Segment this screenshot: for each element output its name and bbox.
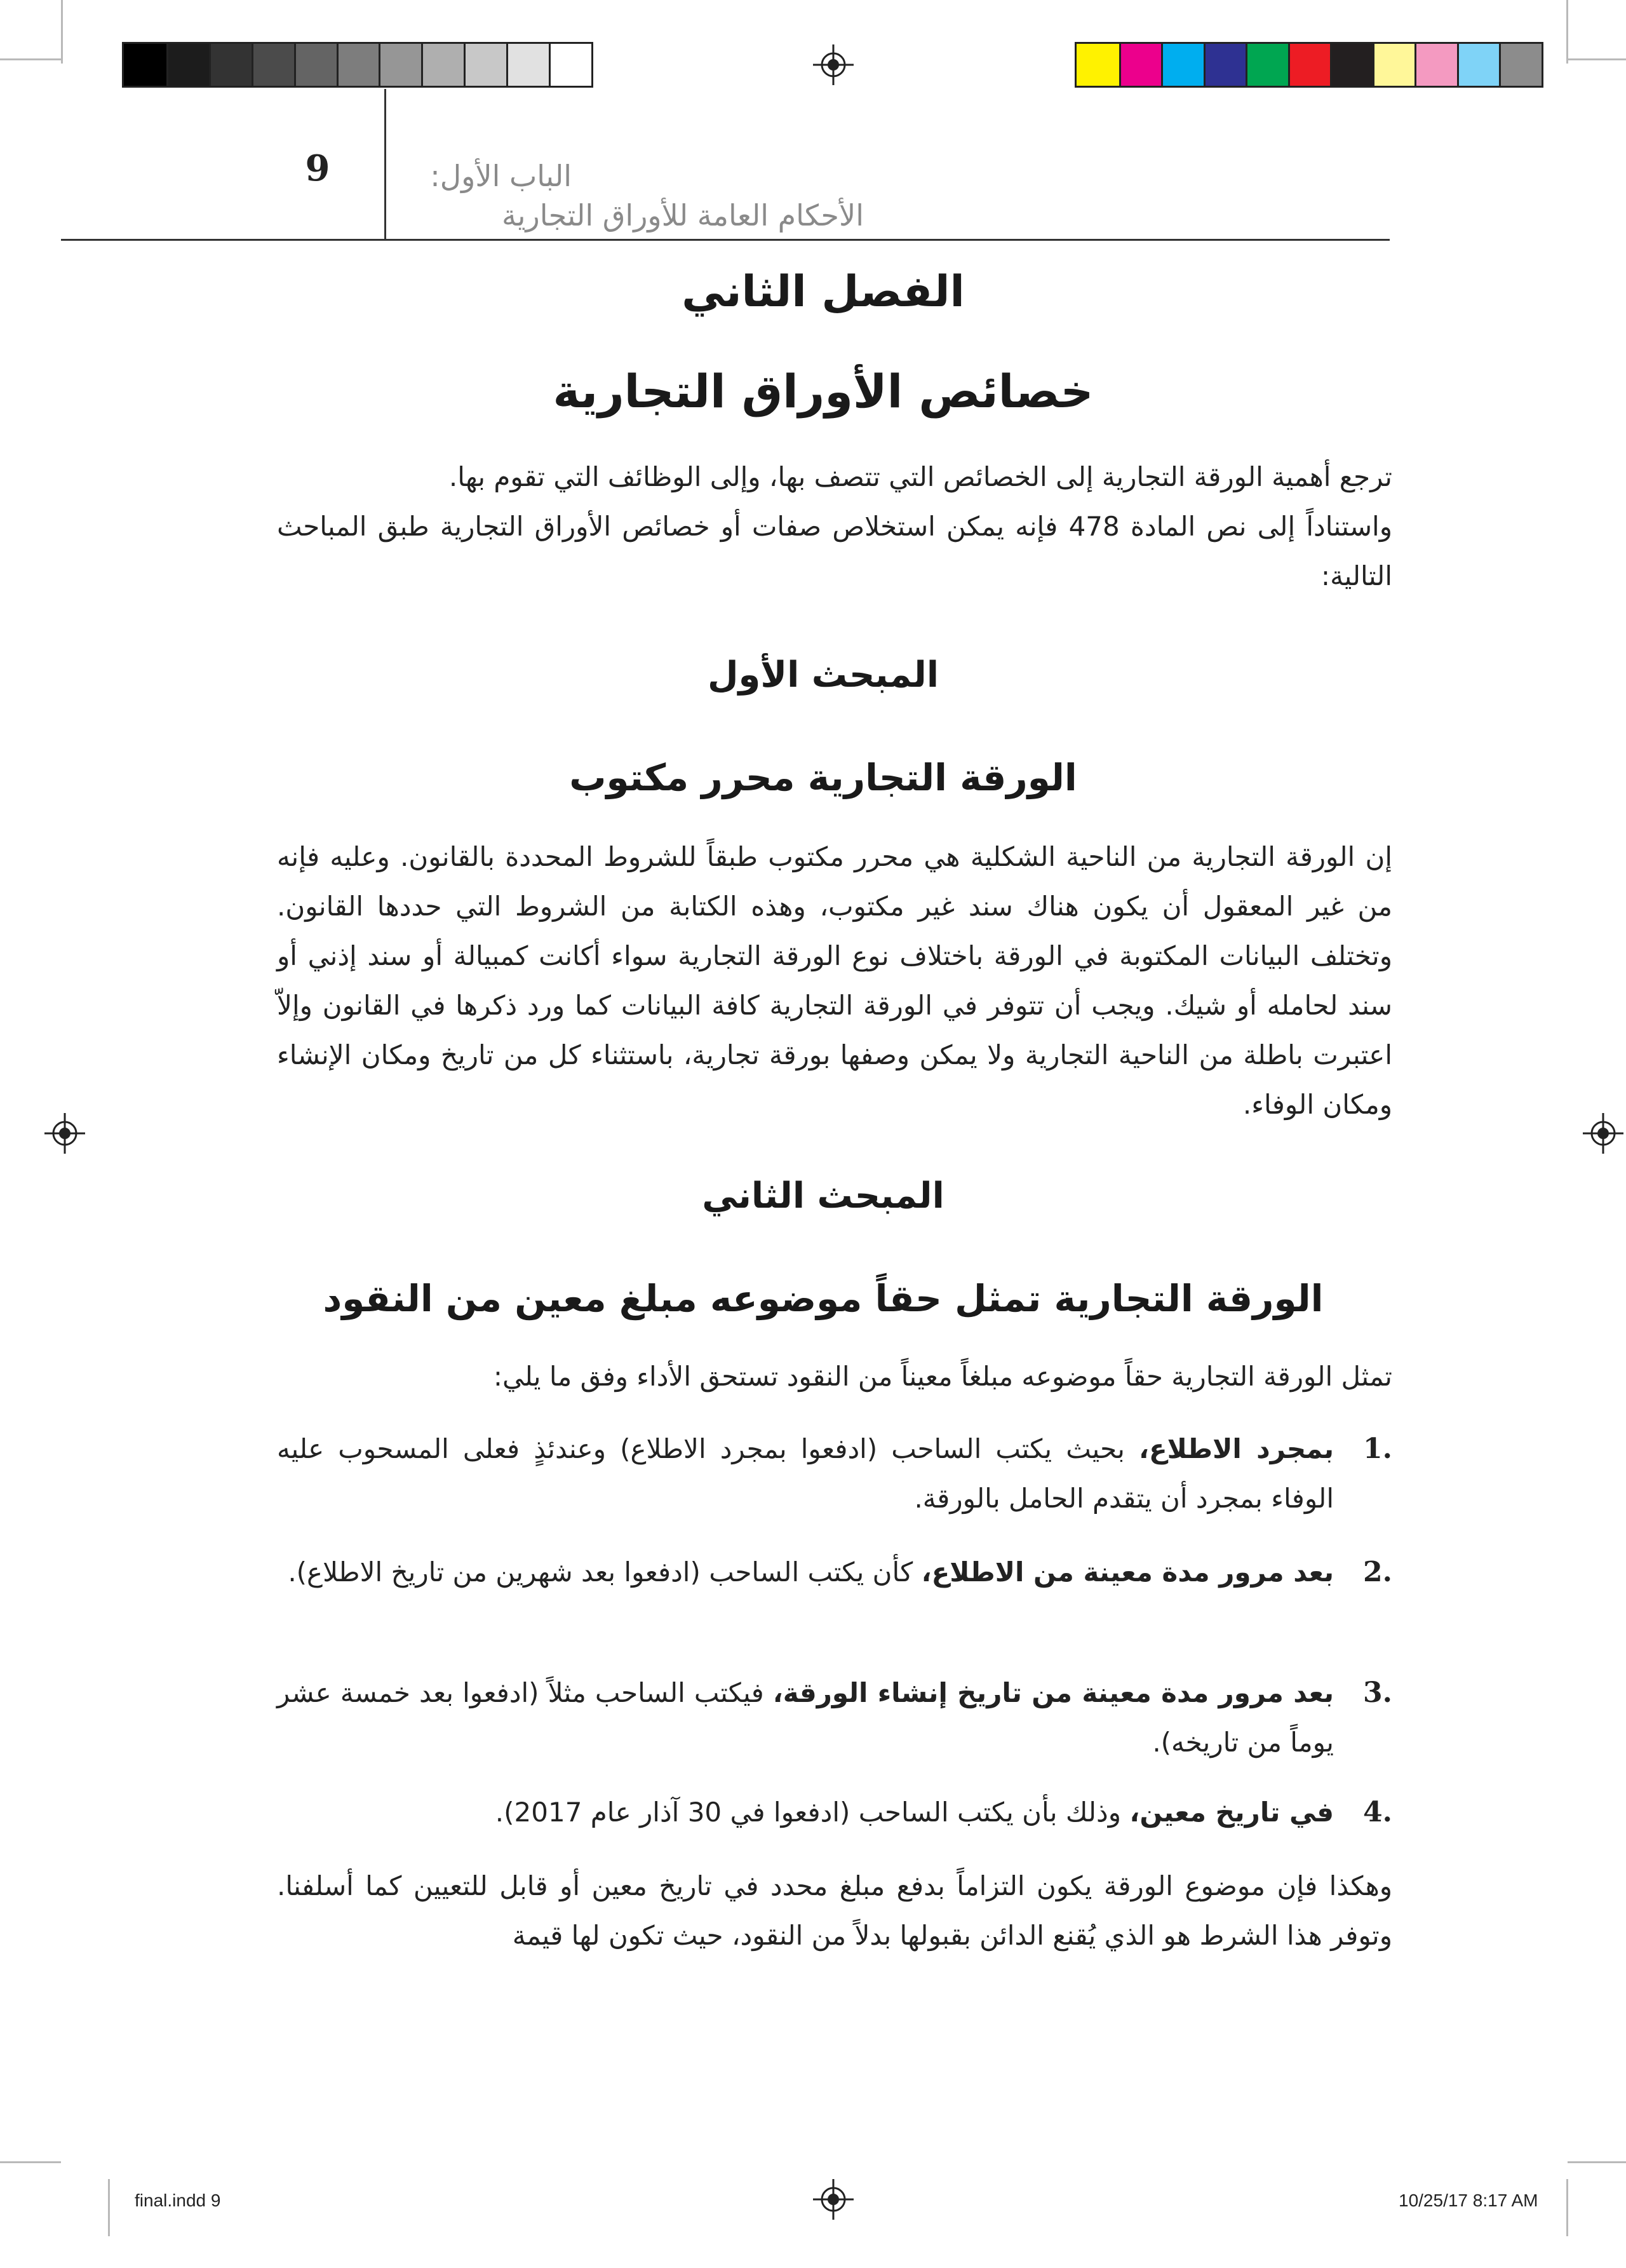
crop-mark: [1568, 2161, 1626, 2163]
crop-mark: [1566, 2179, 1568, 2236]
color-swatch: [1246, 44, 1288, 86]
list-item-text: بحيث يكتب الساحب (ادفعوا بمجرد الاطلاع) وعندئذٍ فعلى المسحوب عليه الوفاء بمجرد أن يتقدم الحامل بالورقة.: [277, 1433, 1334, 1514]
list-number: .1: [1363, 1433, 1392, 1465]
color-swatch: [1119, 44, 1162, 86]
list-item: [277, 1424, 1392, 1523]
page-number: 9: [305, 147, 330, 189]
closing-paragraph: وهكذا فإن موضوع الورقة يكون التزاماً بدفع مبلغ محدد في تاريخ معين أو قابل للتعيين كما أسلفنا. وتوفر هذا الشرط هو الذي يُقنع الدائن بقبولها بدلاً من النقود، حيث تكون لها قيمة: [277, 1870, 1392, 1951]
color-swatch: [166, 44, 209, 86]
color-swatch: [1373, 44, 1415, 86]
list-item-lead: بمجرد الاطلاع،: [1139, 1433, 1334, 1464]
color-swatch: [1457, 44, 1500, 86]
section-label: المبحث الأول: [707, 654, 939, 696]
slug-timestamp: 10/25/17 8:17 AM: [1399, 2190, 1538, 2210]
crop-mark: [1566, 0, 1568, 64]
color-swatch: [337, 44, 379, 86]
color-swatch: [294, 44, 337, 86]
grayscale-color-bar: [122, 42, 593, 88]
header-rule: [61, 239, 1390, 241]
color-swatch: [379, 44, 421, 86]
color-swatch: [1414, 44, 1457, 86]
list-number: .4: [1363, 1796, 1392, 1828]
process-color-bar: [1075, 42, 1543, 88]
list-number: .3: [1363, 1677, 1392, 1709]
color-swatch: [464, 44, 506, 86]
registration-mark-icon: [813, 44, 854, 85]
crop-mark: [1568, 58, 1626, 60]
color-swatch: [1077, 44, 1119, 86]
color-swatch: [1330, 44, 1373, 86]
list-item-lead: بعد مرور مدة معينة من الاطلاع،: [921, 1556, 1334, 1588]
registration-mark-icon: [44, 1113, 85, 1154]
chapter-label: الفصل الثاني: [682, 267, 965, 317]
crop-mark: [0, 58, 61, 60]
list-item-lead: بعد مرور مدة معينة من تاريخ إنشاء الورقة،: [772, 1677, 1334, 1708]
list-item-text: كأن يكتب الساحب (ادفعوا بعد شهرين من تاريخ الاطلاع).: [288, 1556, 922, 1588]
crop-mark: [108, 2179, 110, 2236]
list-item: [277, 1788, 1392, 1837]
header-divider-vertical: [384, 89, 386, 239]
registration-mark-icon: [813, 2179, 854, 2220]
section-title: الورقة التجارية تمثل حقاً موضوعه مبلغ معين من النقود: [323, 1277, 1324, 1320]
list-number: .2: [1363, 1556, 1392, 1588]
list-item-lead: في تاريخ معين،: [1129, 1797, 1334, 1828]
color-swatch: [421, 44, 464, 86]
section-title: الورقة التجارية محرر مكتوب: [569, 756, 1077, 799]
color-swatch: [252, 44, 294, 86]
color-swatch: [1288, 44, 1331, 86]
color-swatch: [124, 44, 166, 86]
chapter-title: خصائص الأوراق التجارية: [553, 365, 1094, 418]
section-label: المبحث الثاني: [702, 1175, 944, 1217]
intro-paragraph: واستناداً إلى نص المادة 478 فإنه يمكن استخلاص صفات أو خصائص الأوراق التجارية طبق المباحث التالية:: [277, 511, 1392, 591]
color-swatch: [506, 44, 549, 86]
list-item: [277, 1668, 1392, 1767]
list-item-text: وذلك بأن يكتب الساحب (ادفعوا في 30 آذار عام 2017).: [495, 1797, 1130, 1828]
color-swatch: [549, 44, 591, 86]
section-paragraph: إن الورقة التجارية من الناحية الشكلية هي محرر مكتوب طبقاً للشروط المحددة بالقانون. وعليه فإنه من غير المعقول أن يكون هناك سند غير مكتوب، وهذه الكتابة من الشروط التي حددها القانون. وتختلف البيانات المكتوبة في الورقة باختلاف نوع الورقة التجارية سواء أكانت كمبيالة أو سند إذني أو سند لحامله أو شيك. ويجب أن تتوفر في الورقة التجارية كافة البيانات كما ورد ذكرها في القانون وإلاّ اعتبرت باطلة من الناحية التجارية ولا يمكن وصفها بورقة تجارية، باستثناء كل من تاريخ ومكان الإنشاء ومكان الوفاء.: [277, 841, 1392, 1120]
intro-paragraph: ترجع أهمية الورقة التجارية إلى الخصائص التي تتصف بها، وإلى الوظائف التي تقوم بها.: [448, 461, 1392, 492]
color-swatch: [1161, 44, 1204, 86]
list-item-text: فيكتب الساحب مثلاً (ادفعوا بعد خمسة عشر يوماً من تاريخه).: [277, 1677, 1334, 1758]
color-swatch: [1204, 44, 1246, 86]
list-item: [277, 1548, 1392, 1597]
registration-mark-icon: [1583, 1113, 1623, 1154]
color-swatch: [1499, 44, 1542, 86]
section-lead: تمثل الورقة التجارية حقاً موضوعه مبلغاً معيناً من النقود تستحق الأداء وفق ما يلي:: [493, 1361, 1392, 1392]
slug-filename: final.indd 9: [135, 2190, 221, 2210]
crop-mark: [0, 2161, 61, 2163]
color-swatch: [209, 44, 252, 86]
running-header-part: الباب الأول:: [430, 159, 572, 193]
running-header-title: الأحكام العامة للأوراق التجارية: [502, 198, 864, 233]
crop-mark: [61, 0, 63, 64]
